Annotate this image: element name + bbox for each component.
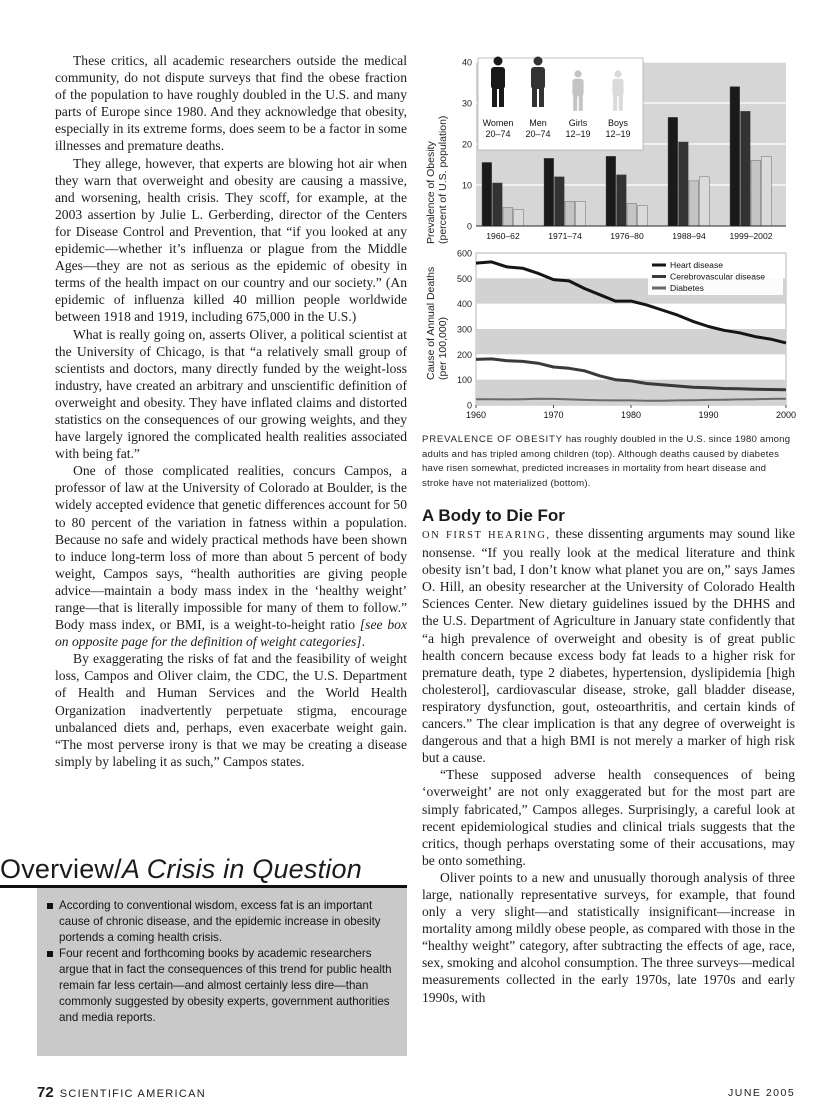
paragraph: [55, 462, 407, 650]
line-x-tick-label: 1960: [465, 410, 487, 420]
bar-legend-label: Boys: [607, 118, 629, 128]
section-heading: A Body to Die For: [422, 506, 565, 525]
bar-x-ticks: [486, 231, 772, 241]
line-legend-label: Diabetes: [670, 283, 704, 293]
bar-x-tick-label: 1971–74: [548, 231, 582, 241]
bullet-text: Four recent and forthcoming books by academic researchers argue that in fact the consequences of this trend for public health remain far less certain—and almost certainly less dire—than commonly suggested by obesity experts, government authorities and media reports.: [59, 947, 392, 1024]
overview-title-plain: Overview/: [0, 854, 122, 884]
bar: [565, 201, 575, 226]
lead-smallcaps: ON FIRST HEARING,: [422, 530, 551, 541]
line-x-ticks: [466, 405, 796, 420]
line-grid-bands: [476, 278, 786, 405]
paragraph: These critics, all academic researchers outside the medical community, do not dispute surveys that find the obese fraction of the population to have roughly doubled in the U.S. and many parts of Europe since 1980. And they acknowledge that obesity, especially in its extreme forms, does seem to be a factor in some illnesses and premature deaths.: [55, 53, 407, 154]
person-head: [494, 57, 503, 66]
person-head: [614, 70, 621, 77]
bar: [751, 160, 761, 226]
line-y-tick-label: 300: [456, 324, 472, 335]
footer-left: [37, 1084, 206, 1101]
square-bullet-icon: [47, 903, 53, 909]
bar-y-axis-label: [425, 116, 449, 244]
issue-date: JUNE 2005: [728, 1087, 796, 1099]
line-y-tick-label: 600: [456, 248, 472, 259]
line-y-tick-label: 200: [456, 349, 472, 360]
bar: [514, 210, 524, 226]
overview-title-italic: A Crisis in Question: [121, 854, 362, 884]
bar-y-axis-label-line-2: (percent of U.S. population): [437, 115, 449, 244]
deaths-line-chart: [425, 249, 796, 421]
bar-y-tick-label: 40: [461, 57, 472, 68]
line-x-tick-label: 1970: [543, 410, 564, 420]
paragraph-end: .: [361, 634, 365, 650]
bar-legend-sublabel: 12–19: [565, 129, 591, 139]
bar: [493, 183, 503, 226]
bar-x-tick-label: 1988–94: [672, 231, 706, 241]
line-y-ticks: [457, 249, 472, 411]
overview-bullet-item: [59, 898, 395, 946]
line-x-tick-label: 1980: [620, 410, 642, 420]
overview-title: [0, 852, 362, 886]
overview-heading: [0, 852, 407, 886]
bar-x-tick-label: 1999–2002: [729, 231, 773, 241]
line-y-axis-label-line-1: Cause of Annual Deaths: [425, 266, 437, 380]
paragraph-text: these dissenting arguments may sound like nonsense. “If you really look at the medical literature and think obesity isn’t bad, I don’t know what planet you are on,” says James O. Hill, an obesity researcher at the University of Colorado Health Sciences Center. New dietary guidelines issued by the DHHS and the U.S. Department of Agriculture in January state confidently that “a high prevalence of overweight and obesity is of great public health concern because excess body fat leads to a higher risk for premature death, type 2 diabetes, hypertension, dyslipidemia [high cholesterol], cardiovascular disease, stroke, gall bladder disease, respiratory dysfunction, gout, osteoarthritis, and certain kinds of cancers.” The clear implication is that any degree of overweight is dangerous and that a high BMI is not merely a marker of high risk but a cause.: [422, 526, 795, 766]
bar: [627, 203, 637, 226]
person-leg: [492, 87, 497, 107]
bar-legend-sublabel: 12–19: [605, 129, 631, 139]
bar: [503, 208, 513, 226]
page-number: 72: [37, 1084, 54, 1101]
bar: [700, 177, 710, 226]
line-x-tick-label: 1990: [698, 410, 719, 420]
bar: [606, 156, 616, 226]
bar: [689, 181, 699, 226]
bar: [668, 117, 678, 226]
bar: [576, 201, 586, 226]
bar-y-tick-label: 30: [461, 98, 472, 109]
line-y-tick-label: 400: [456, 299, 472, 310]
person-torso: [491, 67, 505, 89]
person-torso: [612, 79, 623, 97]
publication-name: SCIENTIFIC AMERICAN: [59, 1088, 207, 1100]
paragraph: What is really going on, asserts Oliver, a political scientist at the University of Chicago, is that “a relatively small group of scientists and doctors, many directly funded by the weight-loss industry, have created an arbitrary and unscientific definition of overweight and obesity. They have inflated claims and distorted statistics on the consequences of our growing weights, and they have largely ignored the complicated health realities associated with being fat.”: [55, 326, 407, 462]
bar: [679, 142, 689, 226]
person-torso: [531, 67, 545, 89]
line-y-axis-label: [425, 264, 449, 380]
figure-caption: [422, 433, 794, 491]
overview-bullet-item: [59, 946, 395, 1026]
person-leg: [613, 95, 617, 111]
bar-y-tick-label: 20: [461, 139, 472, 150]
person-leg: [532, 87, 537, 107]
bar-y-axis-label-line-1: Prevalence of Obesity: [425, 141, 437, 244]
bar-x-tick-label: 1976–80: [610, 231, 644, 241]
person-leg: [619, 95, 623, 111]
bar-legend-sublabel: 20–74: [525, 129, 551, 139]
bar: [638, 206, 648, 227]
person-leg: [499, 87, 504, 107]
person-torso: [572, 79, 583, 97]
left-column-text: [55, 52, 407, 770]
overview-bullets: [37, 888, 407, 1026]
person-leg: [579, 95, 583, 111]
right-column-text: [422, 525, 795, 1006]
line-legend-label: Heart disease: [670, 260, 724, 270]
bar: [762, 156, 772, 226]
bar: [555, 177, 565, 226]
line-legend-label: Cerebrovascular disease: [670, 271, 766, 282]
bar: [730, 87, 740, 226]
line-y-tick-label: 100: [456, 375, 472, 386]
figure: [418, 50, 797, 428]
bar-legend-sublabel: 20–74: [485, 129, 511, 139]
person-head: [534, 57, 543, 66]
line-y-tick-label: 0: [466, 400, 472, 411]
paragraph-text: One of those complicated realities, concurs Campos, a professor of law at the University of Colorado at Boulder, is the widely accepted evidence that genetic differences account for 50 to 80 percent of the variation in fatness within a population. Because no safe and widely practical methods have been shown to induce long-term loss of more than about 5 percent of body weight, Campos says, “health authorities are giving people advice—maintain a body mass index in the ‘healthy weight’ range—that is literally impossible for many of them to follow.” Body mass index, or BMI, is a weight-to-height ratio: [55, 463, 407, 633]
line-x-tick-label: 2000: [775, 410, 797, 420]
bar-legend: [478, 57, 643, 151]
bar: [544, 158, 554, 226]
bar-y-tick-label: 0: [466, 221, 472, 232]
bar: [741, 111, 751, 226]
line-y-axis-label-line-2: (per 100,000): [437, 316, 449, 380]
obesity-bar-chart: [425, 57, 786, 245]
caption-lead: PREVALENCE OF OBESITY: [422, 434, 563, 445]
person-leg: [539, 87, 544, 107]
bar: [617, 175, 627, 226]
bar-x-tick-label: 1960–62: [486, 231, 520, 241]
person-leg: [573, 95, 577, 111]
line-legend: [648, 257, 783, 295]
paragraph: Oliver points to a new and unusually thorough analysis of three large, nationally representative surveys, for example, that found only a very slight—and statistically insignificant—increase in mortality among mildly obese people, as compared with those in the “healthy weight” category, after subtracting the effects of age, race, sex, smoking and alcohol consumption. The three surveys—medical measurements collected in the early 1970s, late 1970s and early 1990s, with: [422, 869, 795, 1005]
bracket-note: [see box on opposite page for the definition of weight categories]: [55, 617, 407, 650]
paragraph: They allege, however, that experts are blowing hot air when they warn that overweight and obesity are causing a massive, and worsening, health crisis. They scoff, for example, at the 2003 assertion by Julie L. Gerberding, director of the Centers for Disease Control and Prevention, that “if you looked at any epidemic—whether it’s influenza or plague from the Middle Ages—they are not as serious as the epidemic of obesity in terms of the health impact on our country and our society.” (An epidemic of influenza killed 40 million people worldwide between 1918 and 1919, including 675,000 in the U.S.): [55, 155, 407, 325]
person-head: [574, 70, 581, 77]
paragraph: “These supposed adverse health consequences of being ‘overweight’ are not only exaggerated but for the most part are simply fabricated,” Campos alleges. Surprisingly, a careful look at recent epidemiological studies and clinical trials suggests that the critics, though perhaps overstating some of their accusations, may be onto something.: [422, 767, 795, 868]
bar-legend-label: Girls: [568, 118, 588, 128]
square-bullet-icon: [47, 951, 53, 957]
caption-text: has roughly doubled in the U.S. since 1980 among adults and has tripled among children (top). Although deaths caused by diabetes have risen somewhat, predicted increases in mortality from heart disease and stroke have not materialized (bottom).: [422, 434, 791, 489]
bar-y-ticks: [462, 58, 472, 232]
paragraph: [422, 525, 795, 766]
bullet-text: According to conventional wisdom, excess fat is an important cause of chronic disease, and the epidemic increase in obesity portends a coming health crisis.: [59, 899, 381, 944]
bar-y-tick-label: 10: [461, 180, 472, 191]
bar-legend-label: Women: [482, 118, 514, 128]
line-y-tick-label: 500: [456, 273, 472, 284]
bar: [482, 162, 492, 226]
paragraph: By exaggerating the risks of fat and the feasibility of weight loss, Campos and Oliver claim, the CDC, the U.S. Department of Health and Human Services and the World Health Organization inadvertently perpetuate stigma, encourage unbalanced diets and, perhaps, even exacerbate weight gain. “The most perverse irony is that we may be creating a disease simply by labeling it as such,” Campos states.: [55, 651, 407, 769]
overview-box: [37, 888, 407, 1056]
bar-legend-label: Men: [529, 118, 547, 128]
